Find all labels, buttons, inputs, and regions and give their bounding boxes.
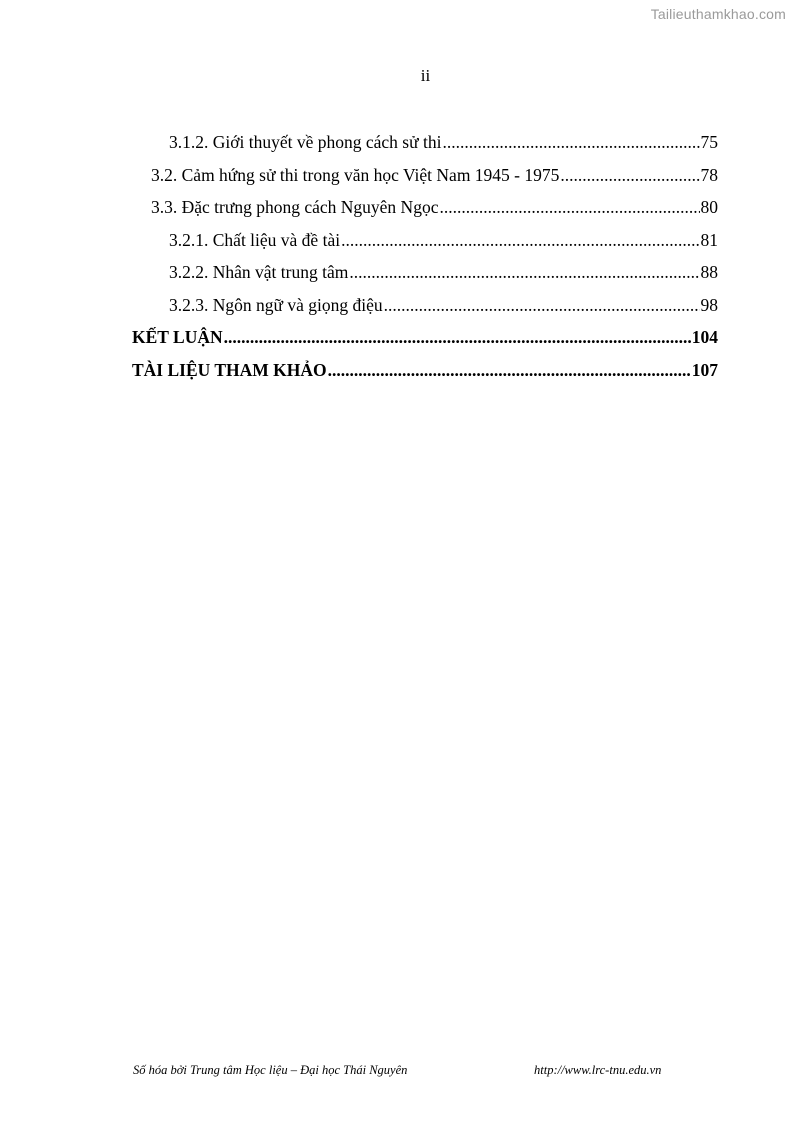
watermark-text: Tailieuthamkhao.com [650,6,786,22]
toc-leader-dots [442,132,699,153]
toc-entry-page: 80 [700,197,718,217]
toc-entry-title: KẾT LUẬN [132,327,223,347]
footer-url[interactable]: http://www.lrc-tnu.edu.vn [534,1063,662,1077]
toc-entry[interactable] [132,327,718,360]
toc-entry-page: 107 [691,359,718,380]
footer-digitized-by: Số hóa bởi Trung tâm Học liệu – Đại học Thái Nguyên [133,1063,408,1077]
toc-entry[interactable] [132,197,718,230]
toc-entry[interactable] [132,230,718,263]
toc-leader-dots [328,360,691,381]
toc-leader-dots [341,230,699,251]
toc-entry-page: 75 [700,132,718,152]
toc-leader-dots [349,262,699,283]
toc-leader-dots [560,165,699,186]
toc-entry-page: 104 [691,327,718,347]
toc-entry-page: 78 [700,164,718,185]
toc-entry[interactable] [132,132,718,165]
toc-entry[interactable] [132,262,718,295]
toc-entry-title: 3.2.3. Ngôn ngữ và giọng điệu [169,294,383,315]
toc-leader-dots [384,295,700,316]
toc-entry-title: 3.2. Cảm hứng sử thi trong văn học Việt Nam 1945 - 1975 [151,164,560,185]
page-number: ii [420,66,431,85]
toc-entry-title: 3.2.1. Chất liệu và đề tài [169,229,341,250]
toc-leader-dots [439,197,699,218]
toc-entry-page: 81 [700,229,718,250]
toc-entry-title: 3.2.2. Nhân vật trung tâm [169,262,349,282]
toc-entry[interactable] [132,360,718,393]
toc-entry-page: 98 [700,294,718,315]
toc-entry[interactable] [132,295,718,328]
toc-entry-page: 88 [700,262,718,282]
toc-entry-title: TÀI LIỆU THAM KHẢO [132,359,327,380]
toc-entry-title: 3.1.2. Giới thuyết về phong cách sử thi [169,132,442,152]
toc-leader-dots [224,327,691,348]
toc-entry[interactable] [132,165,718,198]
toc-entry-title: 3.3. Đặc trưng phong cách Nguyên Ngọc [151,197,439,217]
table-of-contents [132,132,718,392]
